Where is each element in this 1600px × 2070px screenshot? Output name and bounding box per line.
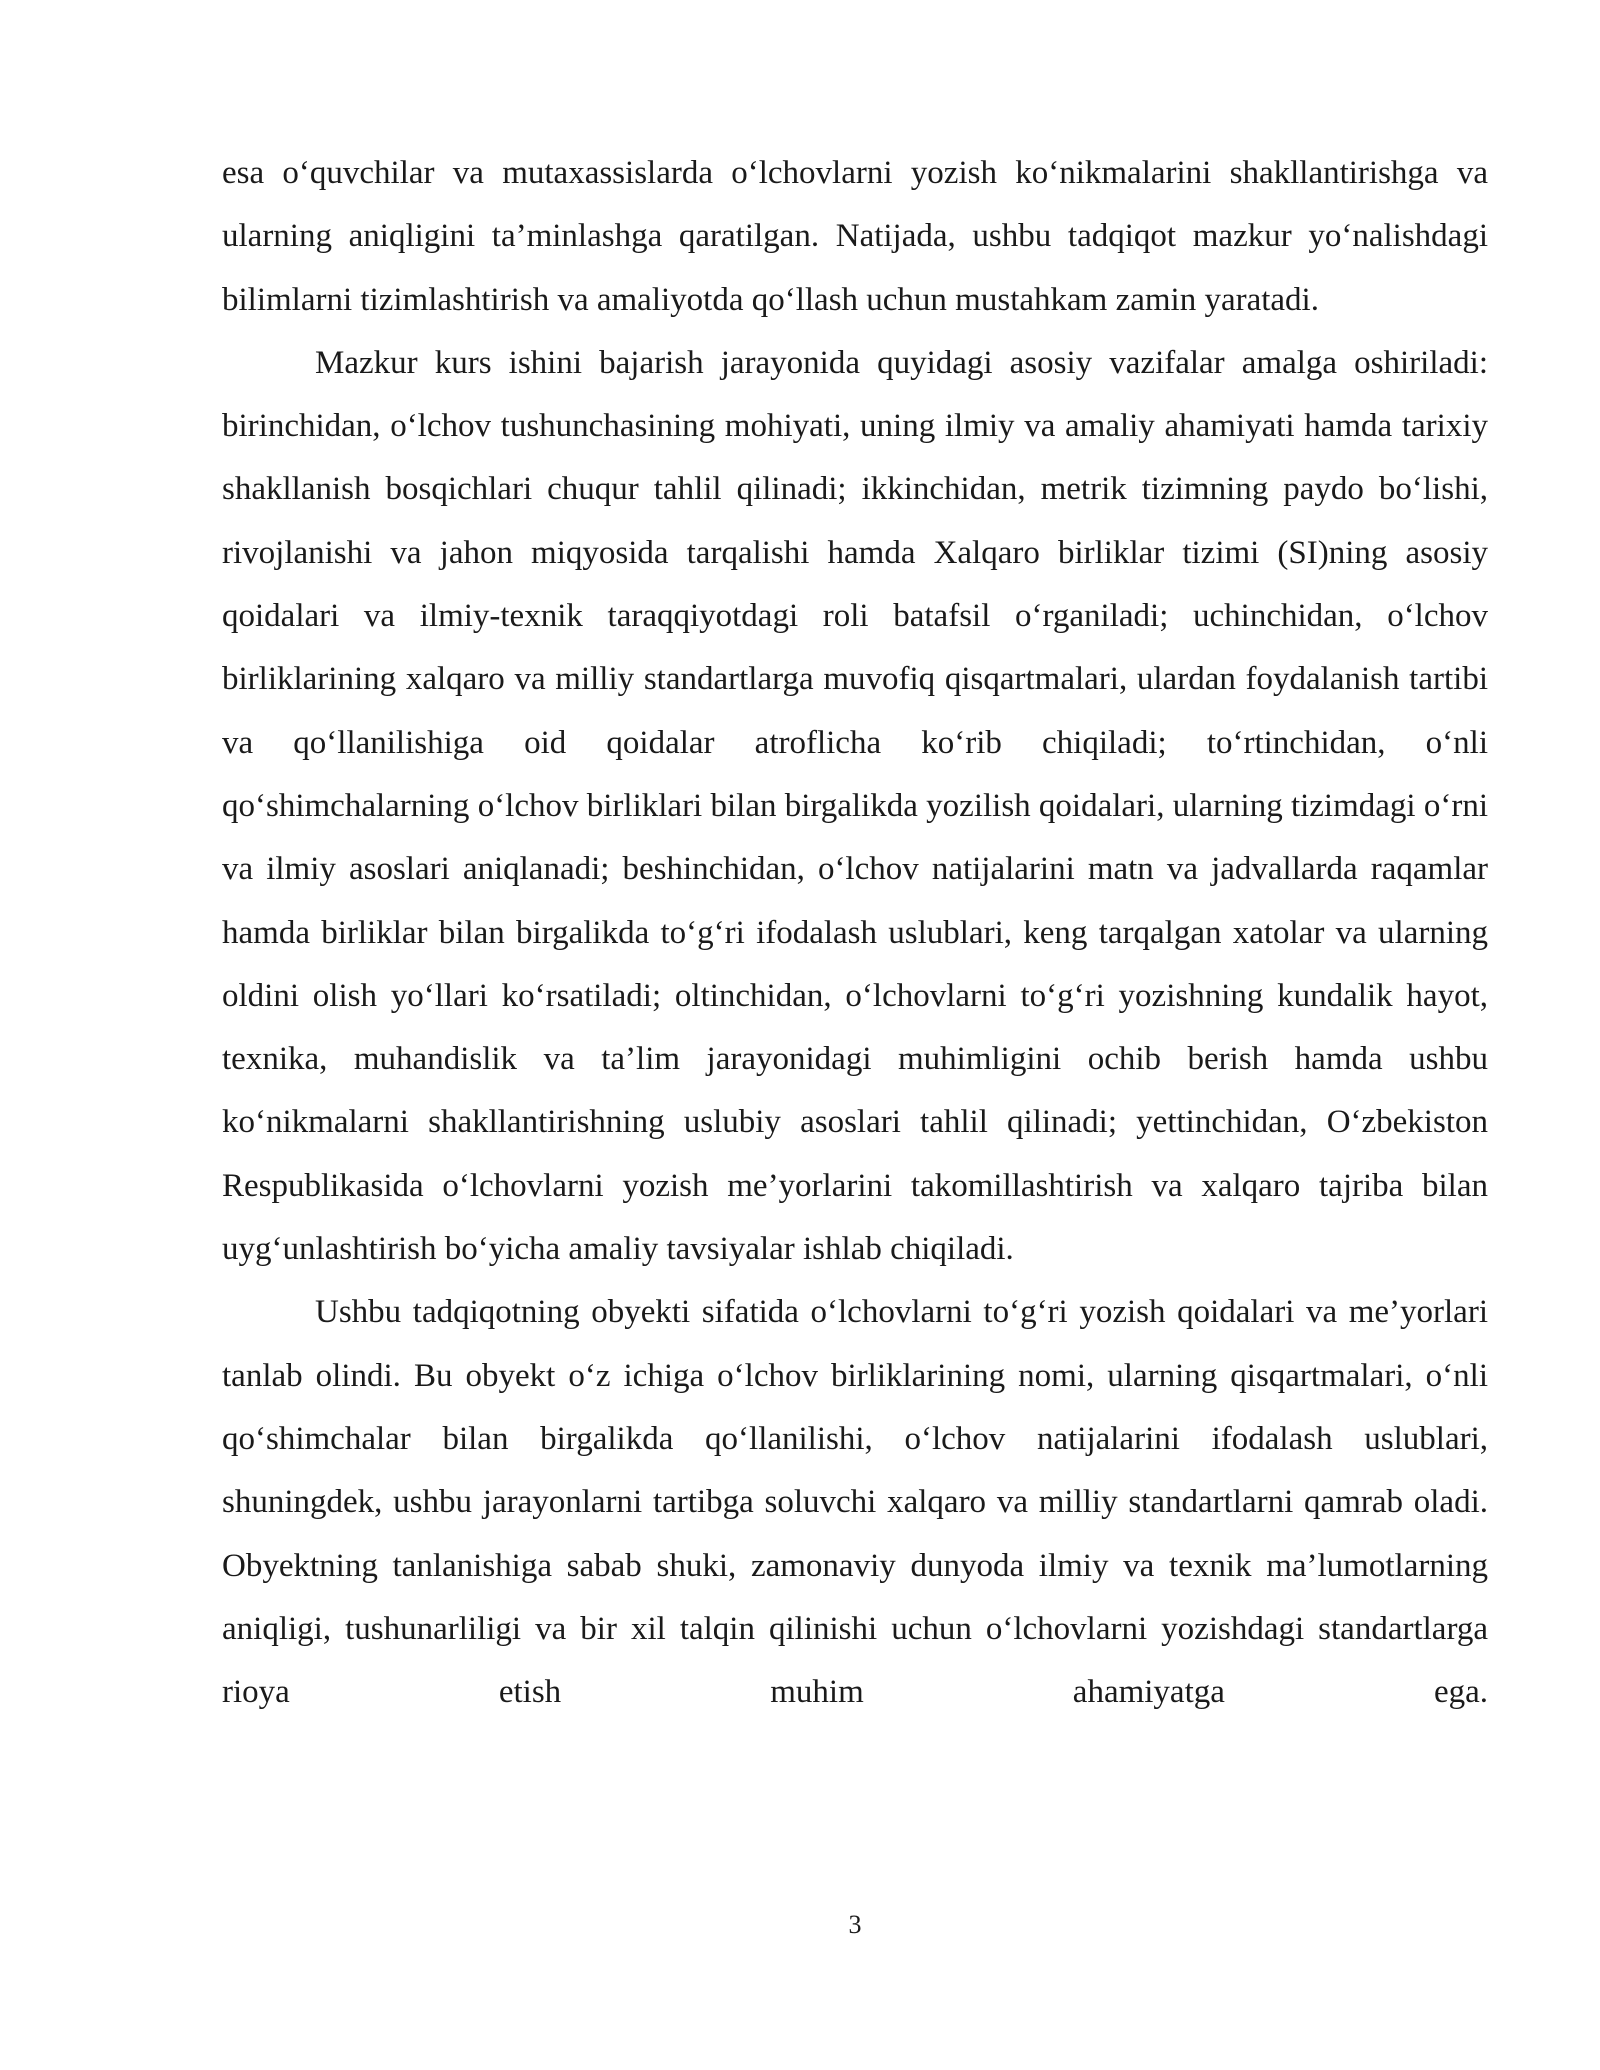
document-body <box>222 142 1488 1724</box>
page-number: 3 <box>848 1910 862 1939</box>
paragraph-tasks: Mazkur kurs ishini bajarish jarayonida quyidagi asosiy vazifalar amalga oshiriladi: birinchidan, o‘lchov tushunchasining mohiyati, uning ilmiy va amaliy ahamiyati hamda tarixiy shakllanish bosqichlari chuqur tahlil qilinadi; ikkinchidan, metrik tizimning paydo bo‘lishi, rivojlanishi va jahon miqyosida tarqalishi hamda Xalqaro birliklar tizimi (SI)ning asosiy qoidalari va ilmiy-texnik taraqqiyotdagi roli batafsil o‘rganiladi; uchinchidan, o‘lchov birliklarining xalqaro va milliy standartlarga muvofiq qisqartmalari, ulardan foydalanish tartibi va qo‘llanilishiga oid qoidalar atroflicha ko‘rib chiqiladi; to‘rtinchidan, o‘nli qo‘shimchalarning o‘lchov birliklari bilan birgalikda yozilish qoidalari, ularning tizimdagi o‘rni va ilmiy asoslari aniqlanadi; beshinchidan, o‘lchov natijalarini matn va jadvallarda raqamlar hamda birliklar bilan birgalikda to‘g‘ri ifodalash uslublari, keng tarqalgan xatolar va ularning oldini olish yo‘llari ko‘rsatiladi; oltinchidan, o‘lchovlarni to‘g‘ri yozishning kundalik hayot, texnika, muhandislik va ta’lim jarayonidagi muhimligini ochib berish hamda ushbu ko‘nikmalarni shakllantirishning uslubiy asoslari tahlil qilinadi; yettinchidan, O‘zbekiston Respublikasida o‘lchovlarni yozish me’yorlarini takomillashtirish va xalqaro tajriba bilan uyg‘unlashtirish bo‘yicha amaliy tavsiyalar ishlab chiqiladi. <box>222 344 1488 1268</box>
paragraph-continuation: esa o‘quvchilar va mutaxassislarda o‘lchovlarni yozish ko‘nikmalarini shakllantirishga va ularning aniqligini ta’minlashga qaratilgan. Natijada, ushbu tadqiqot mazkur yo‘nalishdagi bilimlarni tizimlashtirish va amaliyotda qo‘llash uchun mustahkam zamin yaratadi. <box>222 155 1488 318</box>
paragraph-research-object: Ushbu tadqiqotning obyekti sifatida o‘lchovlarni to‘g‘ri yozish qoidalari va me’yorlari tanlab olindi. Bu obyekt o‘z ichiga o‘lchov birliklarining nomi, ularning qisqartmalari, o‘nli qo‘shimchalar bilan birgalikda qo‘llanilishi, o‘lchov natijalarini ifodalash uslublari, shuningdek, ushbu jarayonlarni tartibga soluvchi xalqaro va milliy standartlarni qamrab oladi. Obyektning tanlanishiga sabab shuki, zamonaviy dunyoda ilmiy va texnik ma’lumotlarning aniqligi, tushunarliligi va bir xil talqin qilinishi uchun o‘lchovlarni yozishdagi standartlarga rioya etish muhim ahamiyatga ega. <box>222 1294 1488 1711</box>
